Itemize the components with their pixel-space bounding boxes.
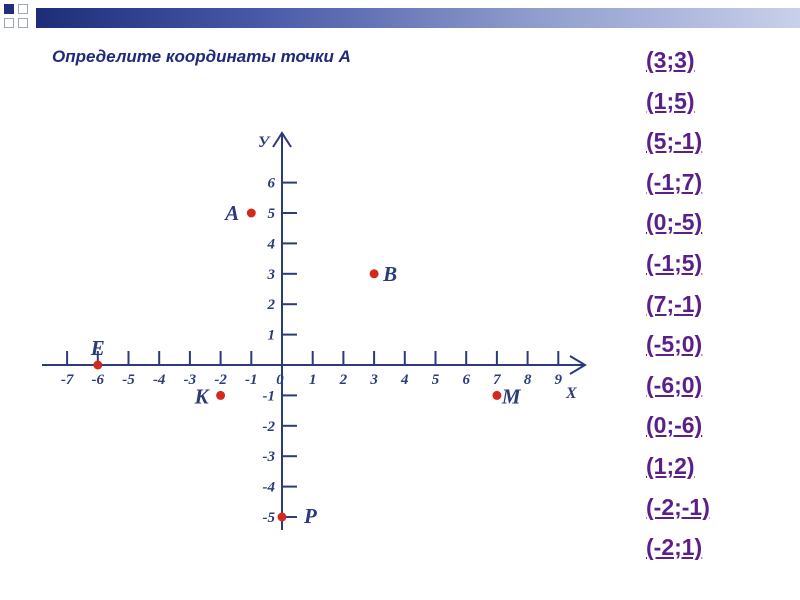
- x-tick-label: 1: [308, 372, 317, 388]
- y-tick-label: -1: [262, 388, 275, 405]
- question-title: Определите координаты точки А: [52, 47, 351, 66]
- x-tick-label: -4: [152, 372, 166, 388]
- x-tick-label: 3: [370, 372, 378, 388]
- x-tick-label: -6: [91, 372, 105, 388]
- answer-list: [646, 40, 786, 568]
- x-tick-label: 9: [554, 372, 563, 388]
- answer-option[interactable]: (-1;7): [646, 168, 703, 195]
- answer-option[interactable]: (-6;0): [646, 371, 703, 398]
- point-label-m: M: [501, 384, 521, 409]
- y-tick-label: -2: [262, 418, 275, 435]
- answer-option[interactable]: (5;-1): [646, 128, 703, 155]
- y-tick-label: -3: [262, 449, 275, 466]
- x-tick-label: -1: [245, 372, 258, 388]
- x-tick-label: -7: [60, 372, 74, 388]
- point-label-p: P: [304, 504, 317, 528]
- answer-option[interactable]: (-2;1): [646, 534, 703, 561]
- y-tick-label: 6: [267, 175, 275, 192]
- point-label-k: K: [194, 384, 209, 409]
- x-tick-label: -5: [122, 372, 135, 388]
- answer-option[interactable]: (1;2): [646, 452, 695, 479]
- point-label-b: B: [383, 261, 398, 286]
- x-tick-label: 6: [462, 372, 470, 388]
- answer-option[interactable]: (-5;0): [646, 331, 703, 358]
- x-tick-label: 0: [276, 372, 284, 388]
- answer-option[interactable]: (0;-6): [646, 412, 703, 439]
- answer-option[interactable]: (-1;5): [646, 249, 703, 276]
- answer-option[interactable]: (3;3): [646, 47, 695, 73]
- y-tick-label: 5: [267, 206, 275, 222]
- y-axis-name: У: [258, 134, 270, 151]
- point-e: [93, 361, 102, 370]
- x-tick-label: 4: [401, 372, 409, 388]
- point-b: [370, 269, 379, 278]
- y-tick-label: 2: [267, 297, 275, 314]
- answer-option[interactable]: (-2;-1): [646, 493, 710, 520]
- point-a: [247, 209, 256, 218]
- x-axis-name: X: [566, 385, 577, 402]
- x-tick-label: 8: [523, 372, 532, 388]
- answer-option[interactable]: (1;5): [646, 87, 695, 114]
- x-tick-label: 7: [493, 372, 501, 388]
- answer-option[interactable]: (0;-5): [646, 209, 703, 236]
- point-label-e: E: [90, 336, 105, 360]
- point-p: [278, 513, 287, 522]
- x-tick-label: -3: [183, 372, 197, 388]
- point-k: [216, 391, 225, 400]
- y-tick-label: -5: [262, 510, 275, 526]
- y-tick-label: 1: [267, 327, 275, 344]
- x-tick-label: -2: [214, 372, 227, 388]
- point-label-a: A: [225, 201, 240, 225]
- y-tick-label: 3: [267, 266, 275, 283]
- point-m: [492, 391, 501, 400]
- x-tick-label: 5: [431, 372, 440, 388]
- y-tick-label: -4: [262, 479, 275, 496]
- x-tick-label: 2: [339, 372, 348, 388]
- answer-option[interactable]: (7;-1): [646, 290, 703, 317]
- y-tick-label: 4: [267, 236, 275, 253]
